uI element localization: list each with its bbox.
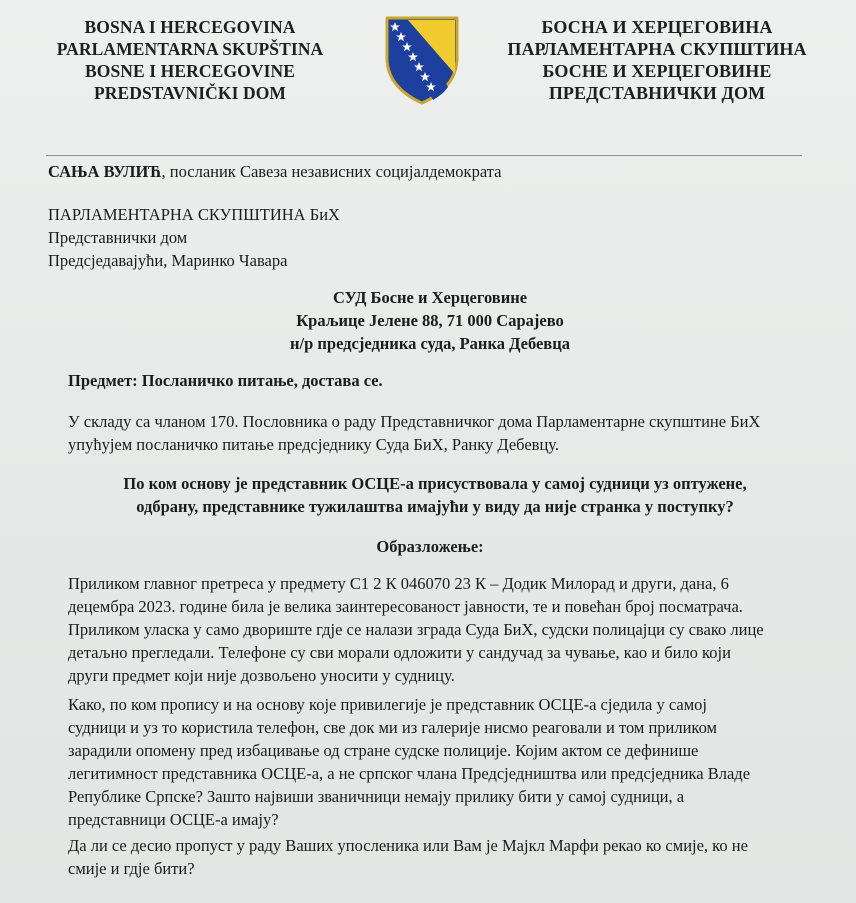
letterhead-latin-line: BOSNE I HERCEGOVINE bbox=[84, 61, 295, 81]
paragraph-line: легитимност представника ОСЦЕ-а, а не српског члана Предсједништва или предсједника Владе bbox=[68, 764, 751, 783]
letterhead-latin-line: BOSNA I HERCEGOVINA bbox=[84, 17, 296, 37]
recipient-line: ПАРЛАМЕНТАРНА СКУПШТИНА БиХ bbox=[48, 205, 340, 224]
paragraph-line: детаљно прегледали. Телефоне су сви морали одложити у сандучад за чување, као и било који bbox=[68, 643, 731, 662]
addressee-line: н/р предсједника суда, Ранка Дебевца bbox=[290, 334, 570, 353]
explanation-heading: Образложење: bbox=[376, 537, 484, 556]
recipient-block bbox=[48, 203, 340, 272]
letterhead-cyrillic-line: БОСНЕ И ХЕРЦЕГОВИНЕ bbox=[542, 61, 772, 81]
letterhead-cyrillic bbox=[492, 16, 822, 104]
sender-role: , посланик Савеза независних социјалдемократа bbox=[161, 162, 502, 181]
paragraph-line: децембра 2023. године била је велика заинтересованост јавности, те и повећан број посматрача. bbox=[68, 597, 743, 616]
addressee-block bbox=[130, 286, 730, 355]
intro-line: упућујем посланичко питање предсједнику Суда БиХ, Ранку Дебевцу. bbox=[68, 435, 560, 454]
paragraph-line: зарадили опомену пред избацивање од стране судске полиције. Којим актом се дефинише bbox=[68, 741, 699, 760]
paragraph-line: представници ОСЦЕ-а имају? bbox=[68, 810, 279, 829]
paragraph-line: Да ли се десио пропуст у раду Ваших упосленика или Вам је Мајкл Марфи рекао ко смије, ко не bbox=[68, 836, 748, 855]
recipient-line: Представнички дом bbox=[48, 228, 188, 247]
letterhead-latin-line: PREDSTAVNIČKI DOM bbox=[93, 83, 287, 103]
paragraph-line: Републике Српске? Зашто највиши званичници немају прилику бити у самој судници, а bbox=[68, 787, 685, 806]
paragraph-line: Приликом главног претреса у предмету С1 2 К 046070 23 К – Додик Милорад и други, дана, 6 bbox=[68, 574, 729, 593]
subject-line: Предмет: Посланичко питање, достава се. bbox=[68, 371, 383, 390]
sender-name: САЊА ВУЛИЋ bbox=[48, 162, 162, 181]
sender-line bbox=[48, 160, 501, 183]
letterhead-cyrillic-line: ПРЕДСТАВНИЧКИ ДОМ bbox=[548, 83, 766, 103]
header-divider bbox=[46, 155, 802, 156]
addressee-line: СУД Босне и Херцеговине bbox=[332, 288, 528, 307]
addressee-line: Краљице Јелене 88, 71 000 Сарајево bbox=[296, 311, 564, 330]
letterhead-cyrillic-line: ПАРЛАМЕНТАРНА СКУПШТИНА bbox=[507, 39, 807, 59]
paragraph-3 bbox=[68, 834, 786, 880]
intro-line: У складу са чланом 170. Пословника о раду Представничког дома Парламентарне скупштине БиХ bbox=[68, 412, 761, 431]
paragraph-line: смије и гдје бити? bbox=[68, 859, 195, 878]
question-line: По ком основу је представник ОСЦЕ-а присуствовала у самој судници уз оптужене, bbox=[123, 474, 747, 493]
question-line: одбрану, представнике тужилаштва имајући у виду да није странка у поступку? bbox=[136, 497, 734, 516]
letterhead-latin bbox=[40, 16, 340, 104]
paragraph-line: Како, по ком пропису и на основу које привилегије је представник ОСЦЕ-а сједила у самој bbox=[68, 695, 707, 714]
intro-paragraph bbox=[68, 410, 760, 456]
letterhead-latin-line: PARLAMENTARNA SKUPŠTINA bbox=[56, 39, 324, 59]
recipient-line: Предсједавајући, Маринко Чавара bbox=[48, 251, 288, 270]
paragraph-line: Приликом уласка у само двориште гдје се налази зграда Суда БиХ, судски полицајци су свако лице bbox=[68, 620, 764, 639]
paragraph-2 bbox=[68, 693, 786, 831]
paragraph-line: други предмет који није дозвољено уносити у судницу. bbox=[68, 666, 455, 685]
question-block bbox=[90, 472, 780, 518]
paragraph-1 bbox=[68, 572, 786, 687]
bih-coat-of-arms-icon bbox=[382, 14, 462, 106]
letterhead-cyrillic-line: БОСНА И ХЕРЦЕГОВИНА bbox=[541, 17, 773, 37]
paragraph-line: судници и уз то користила телефон, све док ми из галерије нисмо реаговали и том приликом bbox=[68, 718, 717, 737]
